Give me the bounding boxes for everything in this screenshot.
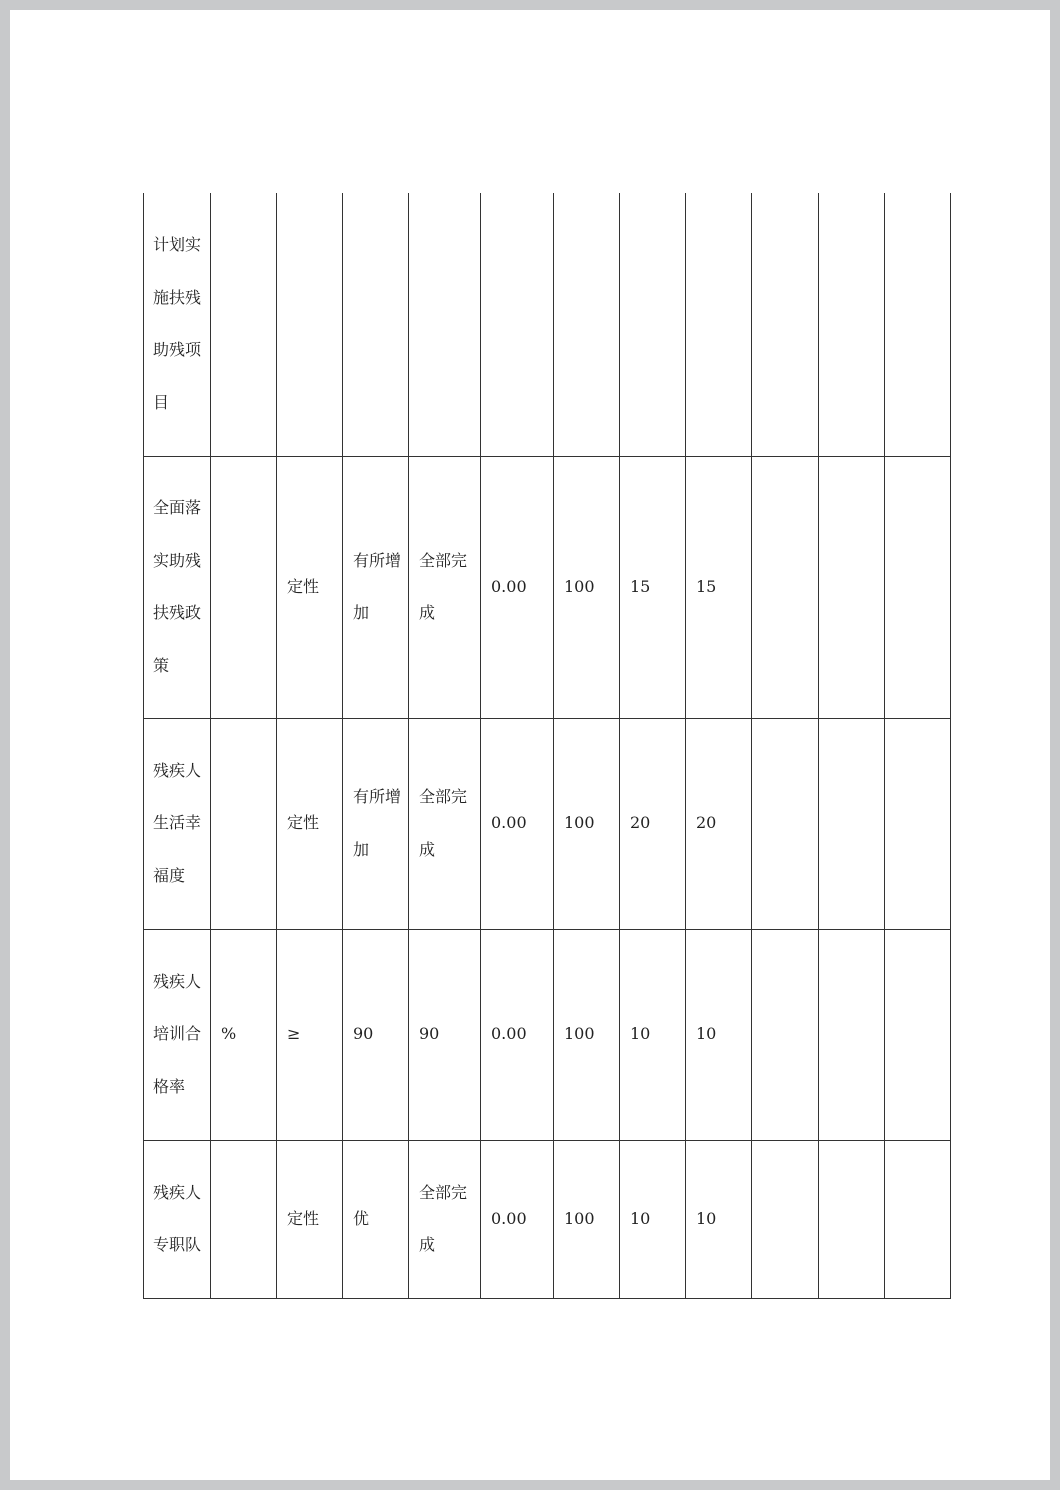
completion-cell: 100: [554, 1140, 620, 1298]
extra-cell-1: [752, 456, 819, 718]
extra-cell-1: [752, 193, 819, 456]
weight-cell: [481, 193, 554, 456]
completion-cell: 100: [554, 929, 620, 1140]
indicator-name-cell: 残疾人生活幸福度: [144, 718, 211, 929]
table-row: [144, 929, 951, 1140]
weight-cell: 0.00: [481, 456, 554, 718]
weight-cell: 0.00: [481, 718, 554, 929]
extra-cell-2: [819, 718, 885, 929]
actual-cell: 90: [409, 929, 481, 1140]
score-b-cell: 20: [686, 718, 752, 929]
score-a-cell: 15: [620, 456, 686, 718]
document-page: [10, 10, 1050, 1480]
extra-cell-1: [752, 718, 819, 929]
score-a-cell: 10: [620, 929, 686, 1140]
extra-cell-1: [752, 1140, 819, 1298]
operator-cell: 定性: [277, 1140, 343, 1298]
extra-cell-2: [819, 193, 885, 456]
score-b-cell: 10: [686, 929, 752, 1140]
actual-cell: [409, 193, 481, 456]
score-a-cell: 20: [620, 718, 686, 929]
extra-cell-2: [819, 929, 885, 1140]
unit-cell: %: [211, 929, 277, 1140]
target-cell: [343, 193, 409, 456]
operator-cell: 定性: [277, 456, 343, 718]
unit-cell: [211, 456, 277, 718]
target-cell: 有所增加: [343, 456, 409, 718]
extra-cell-3: [885, 456, 951, 718]
completion-cell: 100: [554, 456, 620, 718]
operator-cell: 定性: [277, 718, 343, 929]
indicator-name-cell: 全面落实助残扶残政策: [144, 456, 211, 718]
table-row: [144, 193, 951, 456]
target-cell: 90: [343, 929, 409, 1140]
score-b-cell: [686, 193, 752, 456]
actual-cell: 全部完成: [409, 718, 481, 929]
actual-cell: 全部完成: [409, 1140, 481, 1298]
completion-cell: [554, 193, 620, 456]
completion-cell: 100: [554, 718, 620, 929]
actual-cell: 全部完成: [409, 456, 481, 718]
extra-cell-3: [885, 1140, 951, 1298]
extra-cell-1: [752, 929, 819, 1140]
operator-cell: [277, 193, 343, 456]
extra-cell-2: [819, 456, 885, 718]
unit-cell: [211, 193, 277, 456]
score-a-cell: 10: [620, 1140, 686, 1298]
target-cell: 有所增加: [343, 718, 409, 929]
performance-table: [143, 193, 951, 1299]
score-b-cell: 10: [686, 1140, 752, 1298]
extra-cell-3: [885, 929, 951, 1140]
weight-cell: 0.00: [481, 929, 554, 1140]
score-b-cell: 15: [686, 456, 752, 718]
score-a-cell: [620, 193, 686, 456]
operator-cell: ≥: [277, 929, 343, 1140]
unit-cell: [211, 1140, 277, 1298]
indicator-name-cell: 残疾人专职队: [144, 1140, 211, 1298]
table-row: [144, 1140, 951, 1298]
table-row: [144, 456, 951, 718]
table-row: [144, 718, 951, 929]
weight-cell: 0.00: [481, 1140, 554, 1298]
extra-cell-3: [885, 193, 951, 456]
indicator-name-cell: 残疾人培训合格率: [144, 929, 211, 1140]
indicator-name-cell: 计划实施扶残助残项目: [144, 193, 211, 456]
unit-cell: [211, 718, 277, 929]
extra-cell-3: [885, 718, 951, 929]
extra-cell-2: [819, 1140, 885, 1298]
target-cell: 优: [343, 1140, 409, 1298]
